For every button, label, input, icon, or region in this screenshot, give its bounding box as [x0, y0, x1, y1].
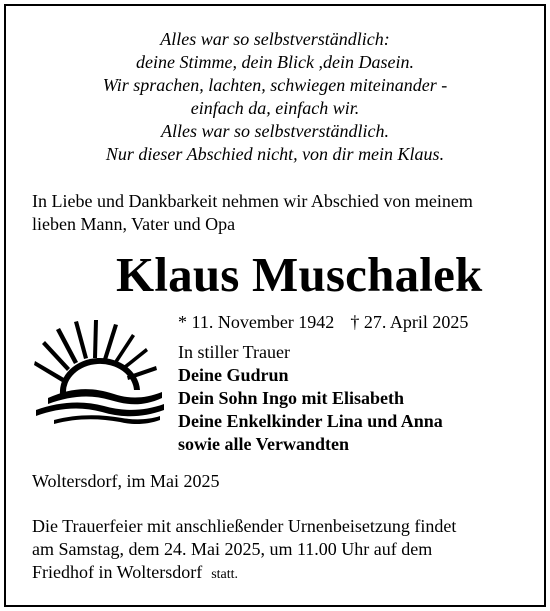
notice-line: Die Trauerfeier mit anschließender Urnenbeisetzung findet: [32, 516, 457, 536]
funeral-notice: [32, 515, 532, 586]
farewell-intro: [32, 190, 532, 236]
intro-line: lieben Mann, Vater und Opa: [32, 214, 236, 234]
notice-line: am Samstag, dem 24. Mai 2025, um 11.00 Uhr auf dem: [32, 539, 433, 559]
poem-line: Wir sprachen, lachten, schwiegen miteinander -: [102, 75, 448, 95]
notice-line-text: Friedhof in Woltersdorf: [32, 562, 212, 582]
poem-line: deine Stimme, dein Blick ,dein Dasein.: [136, 52, 414, 72]
poem-line: Alles war so selbstverständlich:: [160, 29, 390, 49]
life-dates: [178, 311, 468, 334]
birth-date: * 11. November 1942: [178, 312, 335, 332]
intro-line: In Liebe und Dankbarkeit nehmen wir Abschied von meinem: [32, 191, 473, 211]
notice-line: [32, 561, 532, 586]
mourner-line: sowie alle Verwandten: [178, 434, 349, 454]
sunset-over-water-icon: [30, 318, 170, 426]
poem-line: einfach da, einfach wir.: [190, 98, 360, 118]
mourner-line: Deine Gudrun: [178, 365, 289, 385]
poem-line: Alles war so selbstverständlich.: [161, 121, 389, 141]
memorial-poem: [0, 28, 550, 166]
notice-line-end: statt.: [211, 567, 239, 582]
place-date: Woltersdorf, im Mai 2025: [32, 471, 220, 491]
death-date: † 27. April 2025: [350, 312, 469, 332]
mourning-heading: In stiller Trauer: [178, 342, 290, 362]
mourner-line: Deine Enkelkinder Lina und Anna: [178, 411, 443, 431]
mourner-line: Dein Sohn Ingo mit Elisabeth: [178, 388, 405, 408]
poem-line: Nur dieser Abschied nicht, von dir mein Klaus.: [105, 144, 445, 164]
deceased-name: Klaus Muschalek: [116, 247, 483, 302]
mourners-block: [178, 341, 443, 456]
